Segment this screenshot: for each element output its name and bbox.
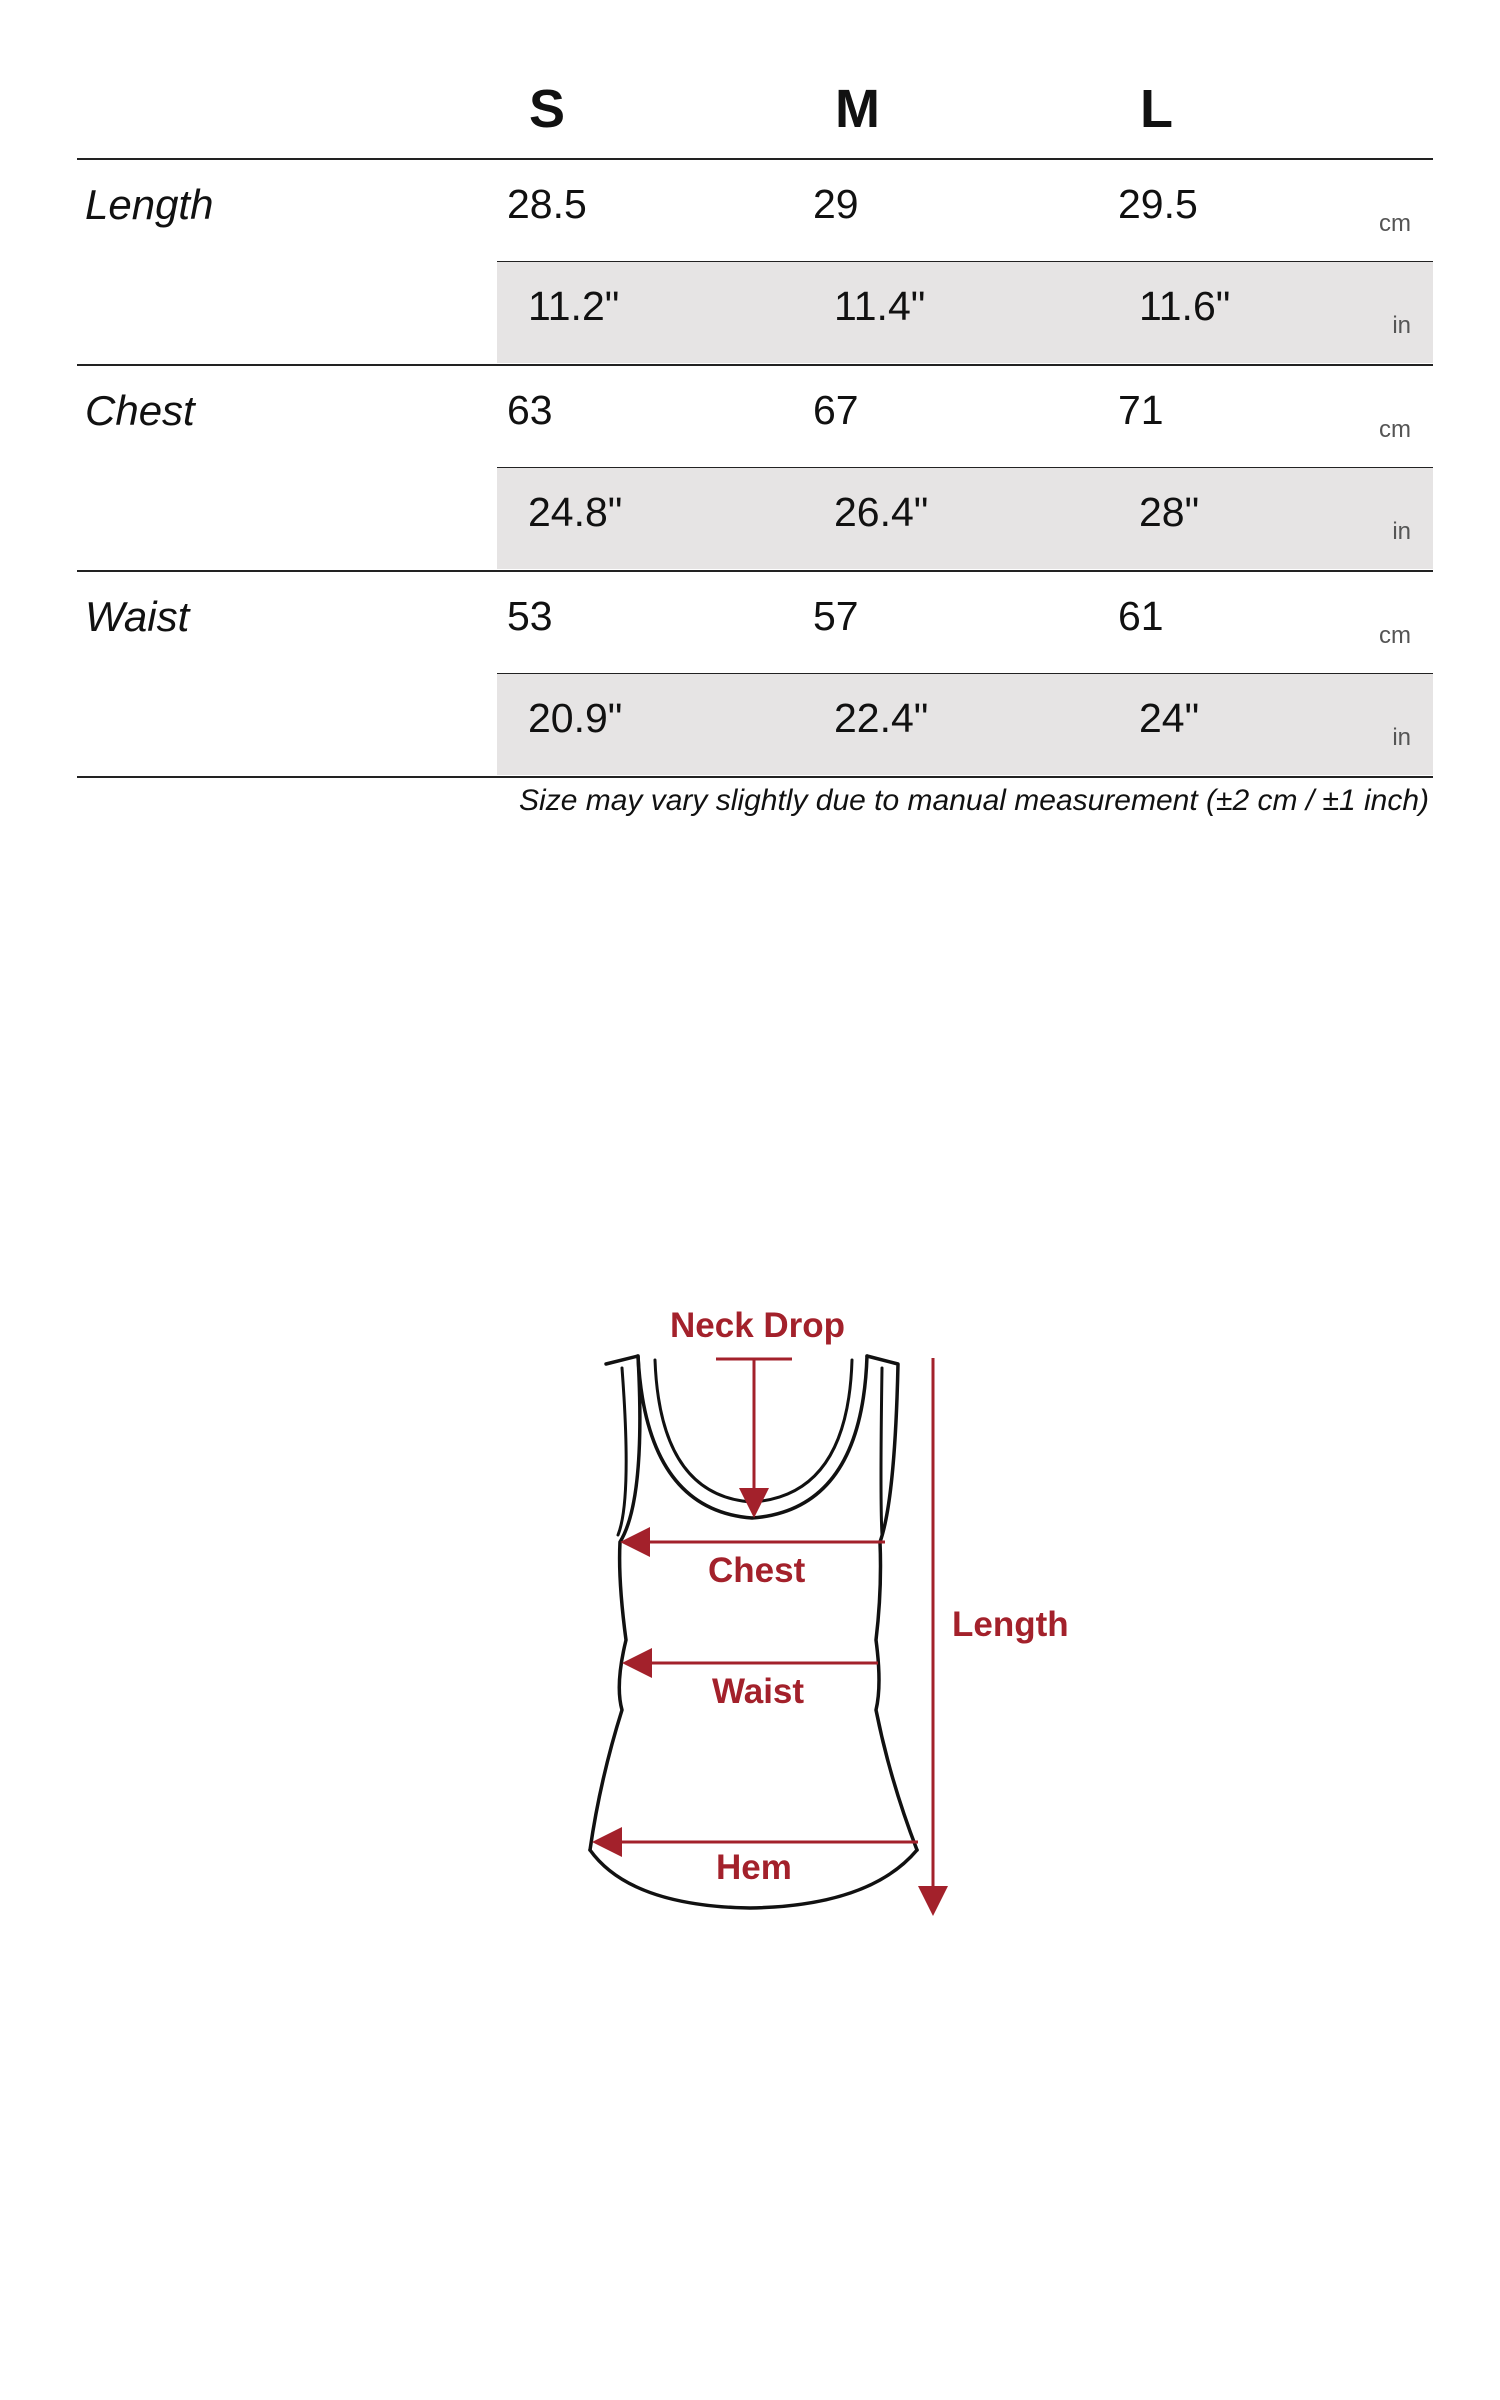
tank-top-measurement-diagram: [560, 1290, 1080, 1930]
hem-label: Hem: [716, 1848, 792, 1887]
table-cell: 28.5: [507, 181, 587, 227]
table-cell: 28": [1139, 489, 1200, 535]
unit-in-label: in: [1392, 724, 1411, 751]
unit-in-label: in: [1392, 312, 1411, 339]
measure-group-chest: [77, 366, 1433, 572]
chest-label: Chest: [708, 1551, 806, 1590]
table-cell: 20.9": [528, 695, 623, 741]
table-cell: 11.2": [528, 283, 620, 329]
table-cell: 67: [813, 387, 859, 433]
table-cell: 24": [1139, 695, 1200, 741]
in-row: [497, 674, 1433, 775]
table-cell: 29: [813, 181, 859, 227]
table-cell: 29.5: [1118, 181, 1198, 227]
waist-label: Waist: [712, 1672, 805, 1711]
measurement-note: Size may vary slightly due to manual measurement (±2 cm / ±1 inch): [519, 784, 1429, 817]
length-label: Length: [952, 1605, 1069, 1644]
measurement-arrows: [598, 1358, 933, 1910]
table-cell: 61: [1118, 593, 1164, 639]
table-cell: 11.4": [834, 283, 926, 329]
cm-row: [497, 160, 1433, 263]
in-row: [497, 262, 1433, 363]
size-chart-table: [77, 60, 1433, 817]
measure-label: Chest: [85, 387, 195, 434]
measure-group-waist: [77, 572, 1433, 778]
unit-in-label: in: [1392, 518, 1411, 545]
table-cell: 71: [1118, 387, 1164, 433]
in-row: [497, 468, 1433, 569]
measure-group-length: [77, 160, 1433, 366]
table-cell: 22.4": [834, 695, 929, 741]
cm-row: [497, 572, 1433, 675]
table-cell: 57: [813, 593, 859, 639]
neck-drop-label: Neck Drop: [670, 1306, 846, 1345]
cm-row: [497, 366, 1433, 469]
measure-label: Waist: [85, 593, 190, 640]
measure-label: Length: [85, 181, 214, 228]
table-cell: 63: [507, 387, 553, 433]
table-cell: 26.4": [834, 489, 929, 535]
table-cell: 24.8": [528, 489, 623, 535]
size-header-row: [77, 60, 1433, 160]
size-col-s: S: [529, 79, 566, 139]
size-col-m: M: [835, 79, 880, 139]
table-cell: 53: [507, 593, 553, 639]
unit-cm-label: cm: [1379, 210, 1411, 237]
size-col-l: L: [1140, 79, 1173, 139]
unit-cm-label: cm: [1379, 622, 1411, 649]
table-cell: 11.6": [1139, 283, 1231, 329]
unit-cm-label: cm: [1379, 416, 1411, 443]
